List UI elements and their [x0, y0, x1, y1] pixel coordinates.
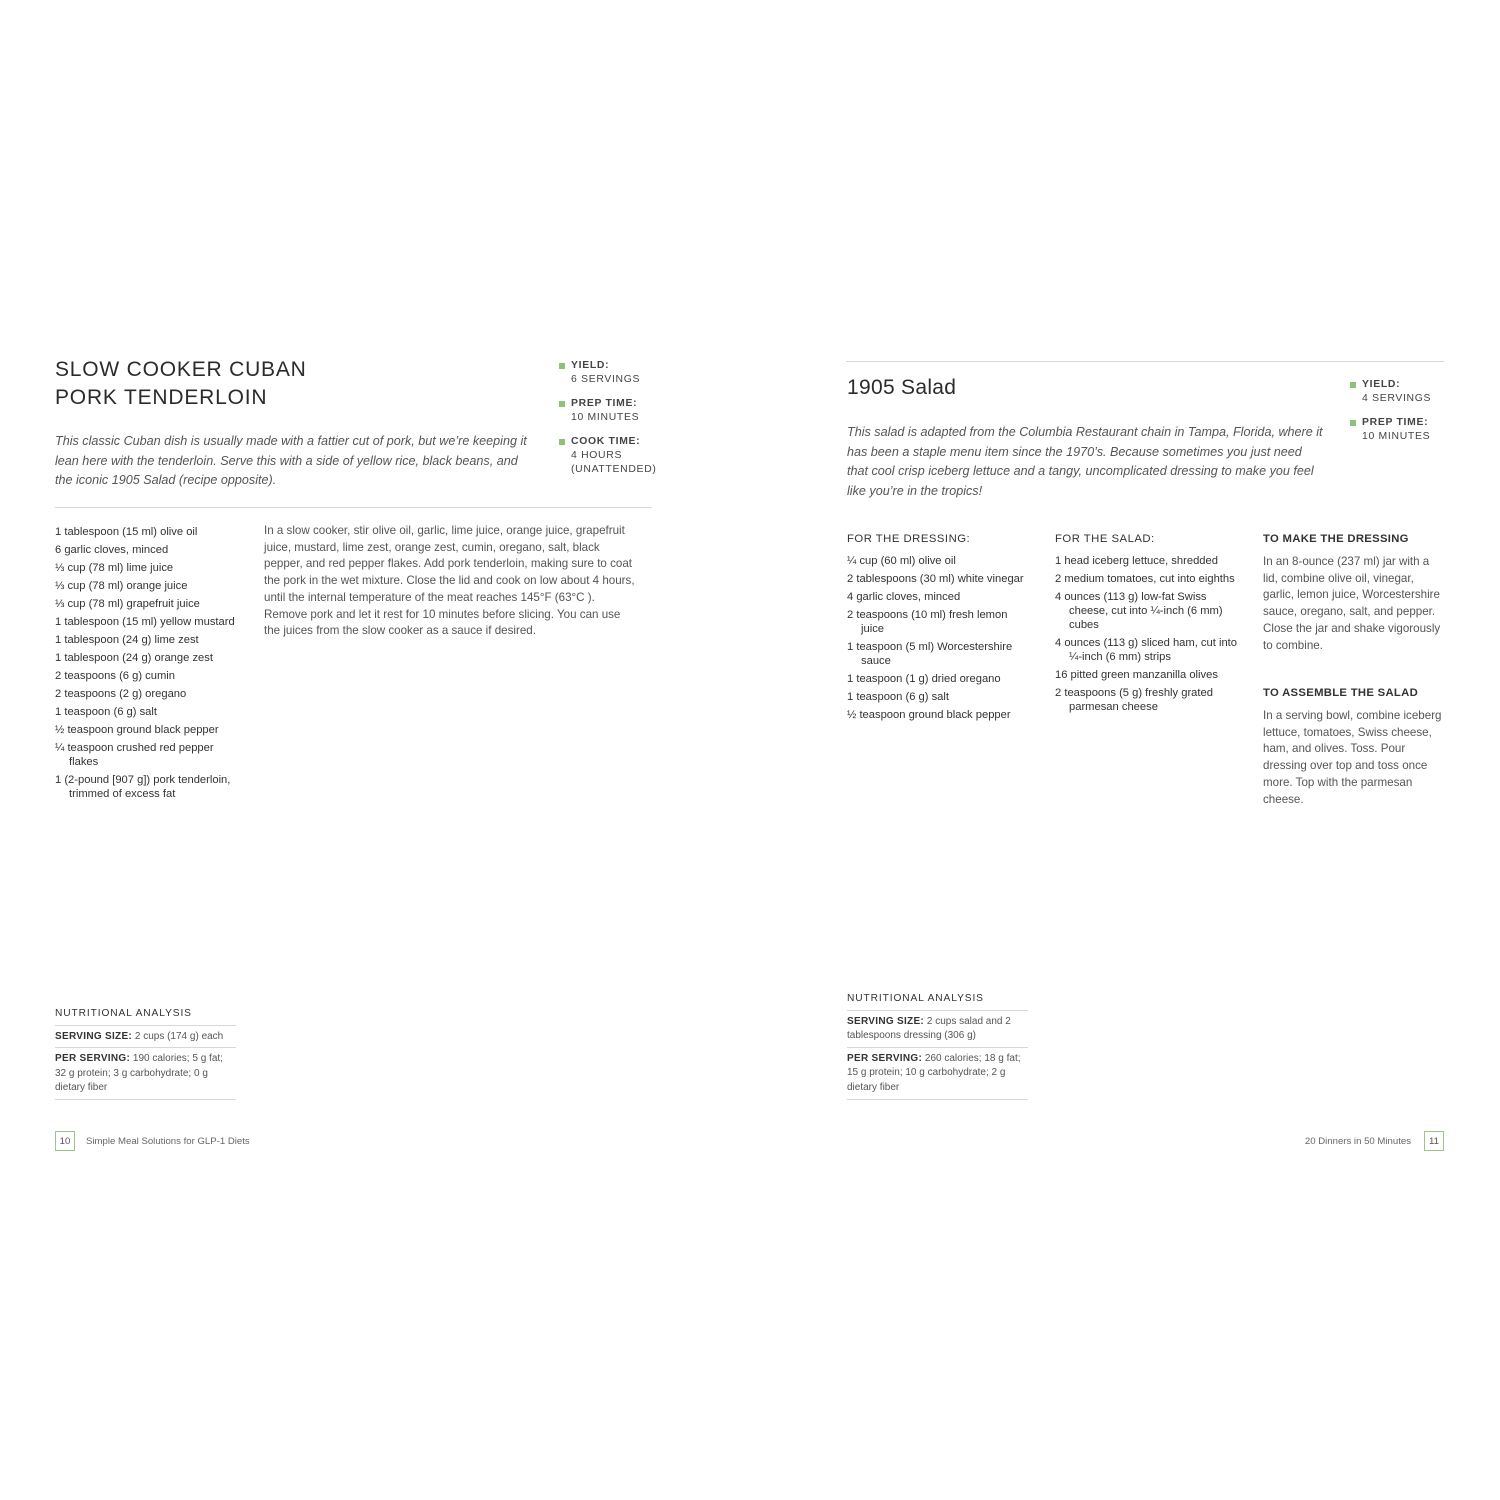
- serving-size-row: [55, 1026, 236, 1049]
- ingredient-item: 16 pitted green manzanilla olives: [1055, 669, 1218, 681]
- book-title: Simple Meal Solutions for GLP-1 Diets: [86, 1135, 250, 1147]
- ingredient-item: 1 tablespoon (24 g) orange zest: [55, 652, 213, 664]
- nutrition-heading: NUTRITIONAL ANALYSIS: [55, 1007, 236, 1026]
- ingredient-item: ⅓ cup (78 ml) lime juice: [55, 562, 174, 574]
- ingredient-item: 4 garlic cloves, minced: [847, 591, 961, 603]
- recipe-title: [55, 356, 307, 412]
- nutrition-heading: NUTRITIONAL ANALYSIS: [847, 992, 1028, 1011]
- per-serving-value: 190 calories; 5 g fat; 32 g protein; 3 g carbohydrate; 0 g dietary fiber: [55, 1053, 223, 1094]
- prep-time-label: PREP TIME:: [1362, 417, 1429, 428]
- recipe-meta: [559, 359, 699, 487]
- cook-time-value-line2: (UNATTENDED): [571, 464, 657, 475]
- prep-time-group: [1350, 416, 1490, 444]
- ingredient-item: 1 teaspoon (6 g) salt: [847, 691, 949, 703]
- ingredient-item: 1 tablespoon (15 ml) olive oil: [55, 526, 198, 538]
- assemble-salad-text: In a serving bowl, combine iceberg lettuce, tomatoes, Swiss cheese, ham, and olives. Toss. Pour dressing over top and toss once more. Top with the parmesan cheese.: [1263, 709, 1442, 806]
- ingredient-item: ⅓ cup (78 ml) orange juice: [55, 580, 188, 592]
- page-footer: [1305, 1131, 1444, 1151]
- cook-time-value-line1: 4 HOURS: [571, 450, 623, 461]
- recipe-title: 1905 Salad: [847, 376, 957, 399]
- prep-time-label: PREP TIME:: [571, 398, 638, 409]
- make-dressing-heading: TO MAKE THE DRESSING: [1263, 533, 1409, 545]
- salad-ingredient-list: [1055, 554, 1237, 718]
- ingredient-item: ½ teaspoon ground black pepper: [55, 724, 219, 736]
- prep-time-value: 10 MINUTES: [1362, 431, 1431, 442]
- per-serving-row: [847, 1048, 1028, 1100]
- per-serving-label: PER SERVING:: [55, 1053, 131, 1065]
- ingredient-item: 4 ounces (113 g) low-fat Swiss cheese, cut into ¼-inch (6 mm) cubes: [1055, 591, 1223, 631]
- serving-size-value: 2 cups (174 g) each: [134, 1030, 224, 1042]
- cook-time-group: [559, 435, 699, 477]
- ingredient-item: 2 teaspoons (5 g) freshly grated parmesan cheese: [1055, 687, 1213, 713]
- yield-value: 4 SERVINGS: [1362, 393, 1432, 404]
- yield-group: [1350, 378, 1490, 406]
- ingredient-item: 2 medium tomatoes, cut into eighths: [1055, 573, 1235, 585]
- recipe-intro: This salad is adapted from the Columbia Restaurant chain in Tampa, Florida, where it has been a staple menu item since the 1970’s. Because sometimes you just need that cool crisp iceberg lettuce and a tangy, uncomplicated dressing to make you feel like you’re in the tropics!: [847, 425, 1323, 498]
- per-serving-value: 260 calories; 18 g fat; 15 g protein; 10 g carbohydrate; 2 g dietary fiber: [847, 1052, 1021, 1093]
- prep-time-group: [559, 397, 699, 425]
- dressing-heading: FOR THE DRESSING:: [847, 533, 971, 545]
- prep-time-value: 10 MINUTES: [571, 412, 640, 423]
- ingredient-item: 1 teaspoon (6 g) salt: [55, 706, 157, 718]
- ingredient-item: 2 teaspoons (2 g) oregano: [55, 688, 187, 700]
- right-page: [750, 0, 1500, 1500]
- assemble-salad-heading: TO ASSEMBLE THE SALAD: [1263, 687, 1419, 699]
- yield-label: YIELD:: [1362, 379, 1401, 390]
- recipe-intro: This classic Cuban dish is usually made with a fattier cut of pork, but we’re keeping it lean here with the tenderloin. Serve this with a side of yellow rice, black beans, and the iconic 1905 Salad (recipe opposite).: [55, 434, 527, 487]
- recipe-title-line1: SLOW COOKER CUBAN: [55, 358, 307, 381]
- ingredient-item: 1 tablespoon (15 ml) yellow mustard: [55, 616, 235, 628]
- green-square-icon: [559, 401, 565, 407]
- ingredient-list: [55, 525, 240, 805]
- green-square-icon: [559, 439, 565, 445]
- recipe-title-line2: PORK TENDERLOIN: [55, 386, 268, 409]
- method-text: In a slow cooker, stir olive oil, garlic, lime juice, orange juice, grapefruit juice, mustard, lime zest, orange zest, cumin, oregano, salt, black pepper, and red pepper flakes. Add pork tenderloin, making sure to coat the pork in the wet mixture. Close the lid and cook on low about 4 hours, until the internal temperature of the meat reaches 145°F (63°C ). Remove pork and let it rest for 10 minutes before slicing. You can use the juices from the slow cooker as a sauce if desired.: [264, 524, 635, 638]
- salad-heading: FOR THE SALAD:: [1055, 533, 1155, 545]
- divider: [55, 507, 652, 508]
- ingredient-item: ¼ teaspoon crushed red pepper flakes: [55, 742, 214, 768]
- green-square-icon: [559, 363, 565, 369]
- ingredient-item: ½ teaspoon ground black pepper: [847, 709, 1011, 721]
- ingredient-item: 2 teaspoons (6 g) cumin: [55, 670, 176, 682]
- page-footer: [55, 1131, 250, 1151]
- cook-time-label: COOK TIME:: [571, 436, 641, 447]
- ingredient-item: 6 garlic cloves, minced: [55, 544, 169, 556]
- ingredient-item: 4 ounces (113 g) sliced ham, cut into ¼-inch (6 mm) strips: [1055, 637, 1237, 663]
- ingredient-item: 1 teaspoon (1 g) dried oregano: [847, 673, 1001, 685]
- yield-group: [559, 359, 699, 387]
- ingredient-item: 1 (2-pound [907 g]) pork tenderloin, trimmed of excess fat: [55, 774, 231, 800]
- yield-label: YIELD:: [571, 360, 610, 371]
- recipe-meta: [1350, 378, 1490, 454]
- ingredient-item: ¼ cup (60 ml) olive oil: [847, 555, 956, 567]
- dressing-ingredient-list: [847, 554, 1027, 726]
- ingredient-item: 1 teaspoon (5 ml) Worcestershire sauce: [847, 641, 1013, 667]
- section-title: 20 Dinners in 50 Minutes: [1304, 1135, 1411, 1147]
- yield-value: 6 SERVINGS: [571, 374, 641, 385]
- ingredient-item: 1 head iceberg lettuce, shredded: [1055, 555, 1218, 567]
- ingredient-item: 2 teaspoons (10 ml) fresh lemon juice: [847, 609, 1008, 635]
- per-serving-label: PER SERVING:: [847, 1052, 923, 1064]
- nutrition-panel: [55, 1007, 236, 1100]
- ingredient-item: 1 tablespoon (24 g) lime zest: [55, 634, 199, 646]
- nutrition-panel: [847, 992, 1028, 1100]
- per-serving-row: [55, 1048, 236, 1100]
- serving-size-value: 2 cups salad and 2 tablespoons dressing (306 g): [847, 1015, 1011, 1042]
- serving-size-label: SERVING SIZE:: [847, 1015, 925, 1027]
- ingredient-item: 2 tablespoons (30 ml) white vinegar: [847, 573, 1024, 585]
- green-square-icon: [1350, 420, 1356, 426]
- make-dressing-text: In an 8-ounce (237 ml) jar with a lid, combine olive oil, vinegar, garlic, lemon juice, Worcestershire sauce, oregano, salt, and pepper. Close the jar and shake vigorously to combine.: [1263, 555, 1441, 652]
- serving-size-row: [847, 1011, 1028, 1048]
- page-number: 11: [1424, 1131, 1444, 1151]
- page-number: 10: [55, 1131, 75, 1151]
- serving-size-label: SERVING SIZE:: [55, 1030, 133, 1042]
- ingredient-item: ⅓ cup (78 ml) grapefruit juice: [55, 598, 200, 610]
- top-divider: [846, 361, 1444, 362]
- green-square-icon: [1350, 382, 1356, 388]
